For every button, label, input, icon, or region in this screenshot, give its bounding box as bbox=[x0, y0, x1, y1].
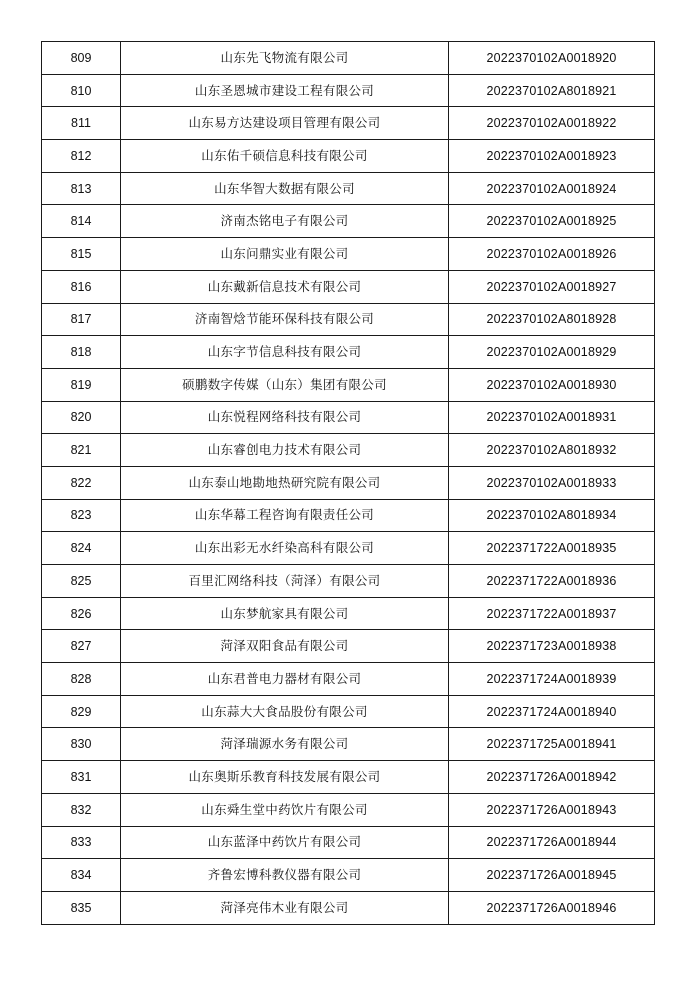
certificate-code-cell: 2022370102A0018923 bbox=[449, 140, 655, 173]
table-row bbox=[42, 270, 655, 303]
company-name-cell: 百里汇网络科技（菏泽）有限公司 bbox=[121, 565, 449, 598]
company-name-cell: 山东悦程网络科技有限公司 bbox=[121, 401, 449, 434]
certificate-code-cell: 2022371726A0018942 bbox=[449, 761, 655, 794]
row-number-cell: 811 bbox=[42, 107, 121, 140]
row-number-cell: 822 bbox=[42, 466, 121, 499]
company-name-cell: 山东戴新信息技术有限公司 bbox=[121, 270, 449, 303]
company-name-cell: 山东易方达建设项目管理有限公司 bbox=[121, 107, 449, 140]
certificate-code-cell: 2022370102A0018920 bbox=[449, 42, 655, 75]
row-number-cell: 835 bbox=[42, 891, 121, 924]
company-name-cell: 山东字节信息科技有限公司 bbox=[121, 336, 449, 369]
table-row bbox=[42, 172, 655, 205]
company-name-cell: 齐鲁宏博科教仪器有限公司 bbox=[121, 859, 449, 892]
certificate-code-cell: 2022370102A0018927 bbox=[449, 270, 655, 303]
certificate-code-cell: 2022371724A0018940 bbox=[449, 695, 655, 728]
table-row bbox=[42, 499, 655, 532]
certificate-code-cell: 2022371722A0018936 bbox=[449, 565, 655, 598]
company-name-cell: 山东奥斯乐教育科技发展有限公司 bbox=[121, 761, 449, 794]
table-row bbox=[42, 434, 655, 467]
company-name-cell: 菏泽亮伟木业有限公司 bbox=[121, 891, 449, 924]
table-row bbox=[42, 205, 655, 238]
certificate-code-cell: 2022370102A0018930 bbox=[449, 368, 655, 401]
row-number-cell: 829 bbox=[42, 695, 121, 728]
row-number-cell: 830 bbox=[42, 728, 121, 761]
certificate-code-cell: 2022370102A0018922 bbox=[449, 107, 655, 140]
company-name-cell: 山东华智大数据有限公司 bbox=[121, 172, 449, 205]
company-name-cell: 山东泰山地勘地热研究院有限公司 bbox=[121, 466, 449, 499]
table-row bbox=[42, 42, 655, 75]
row-number-cell: 827 bbox=[42, 630, 121, 663]
table-row bbox=[42, 368, 655, 401]
certificate-code-cell: 2022371722A0018937 bbox=[449, 597, 655, 630]
company-registry-table bbox=[41, 41, 655, 925]
row-number-cell: 815 bbox=[42, 238, 121, 271]
row-number-cell: 814 bbox=[42, 205, 121, 238]
row-number-cell: 809 bbox=[42, 42, 121, 75]
table-row bbox=[42, 466, 655, 499]
row-number-cell: 816 bbox=[42, 270, 121, 303]
row-number-cell: 818 bbox=[42, 336, 121, 369]
certificate-code-cell: 2022370102A0018933 bbox=[449, 466, 655, 499]
table-row bbox=[42, 728, 655, 761]
certificate-code-cell: 2022371726A0018944 bbox=[449, 826, 655, 859]
row-number-cell: 823 bbox=[42, 499, 121, 532]
table-row bbox=[42, 238, 655, 271]
certificate-code-cell: 2022370102A0018931 bbox=[449, 401, 655, 434]
row-number-cell: 810 bbox=[42, 74, 121, 107]
certificate-code-cell: 2022371725A0018941 bbox=[449, 728, 655, 761]
company-name-cell: 山东睿创电力技术有限公司 bbox=[121, 434, 449, 467]
company-name-cell: 山东华幕工程咨询有限责任公司 bbox=[121, 499, 449, 532]
certificate-code-cell: 2022371726A0018943 bbox=[449, 793, 655, 826]
company-name-cell: 山东佑千硕信息科技有限公司 bbox=[121, 140, 449, 173]
certificate-code-cell: 2022371726A0018946 bbox=[449, 891, 655, 924]
company-name-cell: 菏泽双阳食品有限公司 bbox=[121, 630, 449, 663]
row-number-cell: 826 bbox=[42, 597, 121, 630]
row-number-cell: 833 bbox=[42, 826, 121, 859]
certificate-code-cell: 2022370102A8018934 bbox=[449, 499, 655, 532]
table-row bbox=[42, 565, 655, 598]
table-row bbox=[42, 630, 655, 663]
table-row bbox=[42, 891, 655, 924]
certificate-code-cell: 2022371724A0018939 bbox=[449, 663, 655, 696]
company-name-cell: 山东问鼎实业有限公司 bbox=[121, 238, 449, 271]
company-name-cell: 山东出彩无水纤染高科有限公司 bbox=[121, 532, 449, 565]
company-name-cell: 山东圣恩城市建设工程有限公司 bbox=[121, 74, 449, 107]
company-name-cell: 山东蓝泽中药饮片有限公司 bbox=[121, 826, 449, 859]
row-number-cell: 831 bbox=[42, 761, 121, 794]
company-name-cell: 山东舜生堂中药饮片有限公司 bbox=[121, 793, 449, 826]
table-row bbox=[42, 663, 655, 696]
table-row bbox=[42, 140, 655, 173]
certificate-code-cell: 2022370102A8018921 bbox=[449, 74, 655, 107]
certificate-code-cell: 2022371722A0018935 bbox=[449, 532, 655, 565]
row-number-cell: 819 bbox=[42, 368, 121, 401]
company-name-cell: 山东梦航家具有限公司 bbox=[121, 597, 449, 630]
table-row bbox=[42, 107, 655, 140]
row-number-cell: 812 bbox=[42, 140, 121, 173]
certificate-code-cell: 2022370102A0018925 bbox=[449, 205, 655, 238]
company-name-cell: 济南智焓节能环保科技有限公司 bbox=[121, 303, 449, 336]
table-row bbox=[42, 761, 655, 794]
row-number-cell: 821 bbox=[42, 434, 121, 467]
row-number-cell: 832 bbox=[42, 793, 121, 826]
table-row bbox=[42, 826, 655, 859]
row-number-cell: 817 bbox=[42, 303, 121, 336]
table-row bbox=[42, 695, 655, 728]
table-row bbox=[42, 336, 655, 369]
table-row bbox=[42, 401, 655, 434]
table-row bbox=[42, 532, 655, 565]
certificate-code-cell: 2022371726A0018945 bbox=[449, 859, 655, 892]
company-name-cell: 山东先飞物流有限公司 bbox=[121, 42, 449, 75]
certificate-code-cell: 2022370102A8018928 bbox=[449, 303, 655, 336]
certificate-code-cell: 2022370102A0018929 bbox=[449, 336, 655, 369]
certificate-code-cell: 2022370102A0018924 bbox=[449, 172, 655, 205]
company-name-cell: 山东君普电力器材有限公司 bbox=[121, 663, 449, 696]
company-name-cell: 济南杰铭电子有限公司 bbox=[121, 205, 449, 238]
table-row bbox=[42, 793, 655, 826]
certificate-code-cell: 2022371723A0018938 bbox=[449, 630, 655, 663]
row-number-cell: 820 bbox=[42, 401, 121, 434]
table-row bbox=[42, 597, 655, 630]
company-name-cell: 菏泽瑞源水务有限公司 bbox=[121, 728, 449, 761]
table-row bbox=[42, 74, 655, 107]
certificate-code-cell: 2022370102A8018932 bbox=[449, 434, 655, 467]
registry-table-body bbox=[42, 42, 655, 925]
row-number-cell: 834 bbox=[42, 859, 121, 892]
table-row bbox=[42, 303, 655, 336]
row-number-cell: 813 bbox=[42, 172, 121, 205]
certificate-code-cell: 2022370102A0018926 bbox=[449, 238, 655, 271]
company-name-cell: 硕鹏数字传媒（山东）集团有限公司 bbox=[121, 368, 449, 401]
table-row bbox=[42, 859, 655, 892]
row-number-cell: 828 bbox=[42, 663, 121, 696]
row-number-cell: 825 bbox=[42, 565, 121, 598]
company-name-cell: 山东蒜大大食品股份有限公司 bbox=[121, 695, 449, 728]
row-number-cell: 824 bbox=[42, 532, 121, 565]
